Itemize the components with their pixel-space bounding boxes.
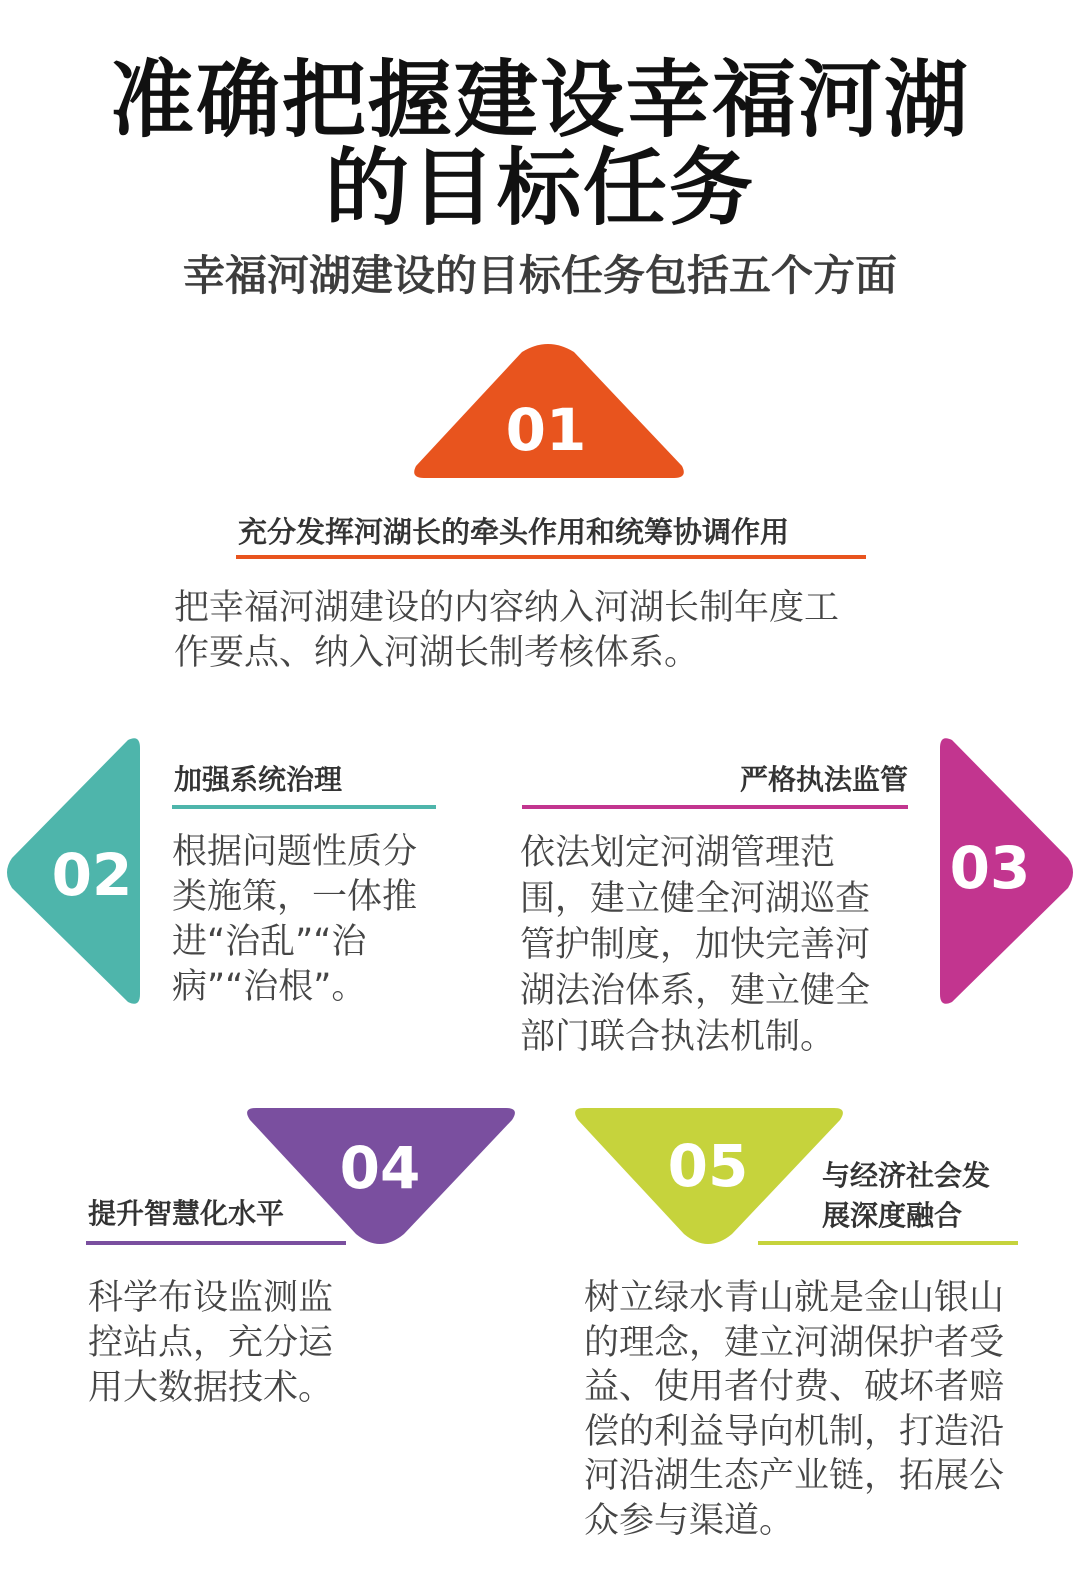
item-02-heading: 加强系统治理 bbox=[174, 763, 343, 796]
item-03-body-line: 依法划定河湖管理范 bbox=[520, 833, 836, 873]
item-04-heading: 提升智慧化水平 bbox=[88, 1197, 285, 1230]
item-02-body-line: 病”“治根”。 bbox=[172, 967, 367, 1007]
item-05-number: 05 bbox=[667, 1132, 749, 1200]
item-05-body-line: 河沿湖生态产业链，拓展公 bbox=[584, 1456, 1005, 1496]
item-05-heading-line: 与经济社会发 bbox=[822, 1159, 991, 1192]
item-05-heading bbox=[822, 1156, 990, 1236]
page-title-line-2: 的目标任务 bbox=[324, 139, 755, 237]
item-03-heading: 严格执法监管 bbox=[739, 763, 908, 796]
item-01-body bbox=[174, 586, 914, 676]
item-04-body-line: 用大数据技术。 bbox=[88, 1368, 334, 1408]
item-05-body-line: 偿的利益导向机制，打造沿 bbox=[584, 1411, 1005, 1452]
item-05-body-line: 益、使用者付费、破坏者赔 bbox=[584, 1367, 1005, 1407]
item-04-body bbox=[88, 1276, 388, 1411]
item-01-divider bbox=[236, 555, 866, 559]
item-02-body-line: 根据问题性质分 bbox=[172, 832, 418, 872]
item-04-body-line: 控站点，充分运 bbox=[88, 1323, 334, 1363]
page-title-line-1: 准确把握建设幸福河湖 bbox=[109, 51, 970, 149]
item-02-number: 02 bbox=[51, 841, 133, 909]
page-subtitle: 幸福河湖建设的目标任务包括五个方面 bbox=[182, 251, 897, 300]
item-03-body-line: 管护制度，加快完善河 bbox=[520, 925, 871, 965]
item-02-body bbox=[172, 830, 452, 1010]
item-04-body-line: 科学布设监测监 bbox=[88, 1278, 334, 1318]
item-03-body-line: 部门联合执法机制。 bbox=[520, 1017, 836, 1057]
item-04-number: 04 bbox=[339, 1134, 421, 1202]
item-05-heading-line: 展深度融合 bbox=[822, 1199, 963, 1232]
item-02-divider bbox=[172, 805, 436, 809]
item-03-number: 03 bbox=[949, 834, 1031, 902]
item-02-body-line: 类施策，一体推 bbox=[172, 877, 418, 917]
item-01-body-line: 作要点、纳入河湖长制考核体系。 bbox=[174, 633, 700, 673]
item-05-body-line: 树立绿水青山就是金山银山 bbox=[584, 1278, 1005, 1318]
item-05-body-line: 的理念，建立河湖保护者受 bbox=[584, 1322, 1005, 1363]
item-03-body-line: 湖法治体系，建立健全 bbox=[520, 971, 871, 1011]
item-01-heading: 充分发挥河湖长的牵头作用和统筹协调作用 bbox=[238, 515, 790, 549]
item-01-number: 01 bbox=[505, 396, 587, 464]
item-03-divider bbox=[522, 805, 908, 809]
item-04-divider bbox=[86, 1241, 346, 1245]
item-02-body-line: 进“治乱”“治 bbox=[172, 922, 367, 962]
item-05-body-line: 众参与渠道。 bbox=[584, 1500, 795, 1541]
item-05-divider bbox=[758, 1241, 1018, 1245]
item-03-body bbox=[520, 830, 920, 1060]
item-03-body-line: 围，建立健全河湖巡查 bbox=[520, 879, 871, 919]
item-05-body bbox=[584, 1276, 1044, 1543]
item-01-body-line: 把幸福河湖建设的内容纳入河湖长制年度工 bbox=[174, 588, 840, 628]
